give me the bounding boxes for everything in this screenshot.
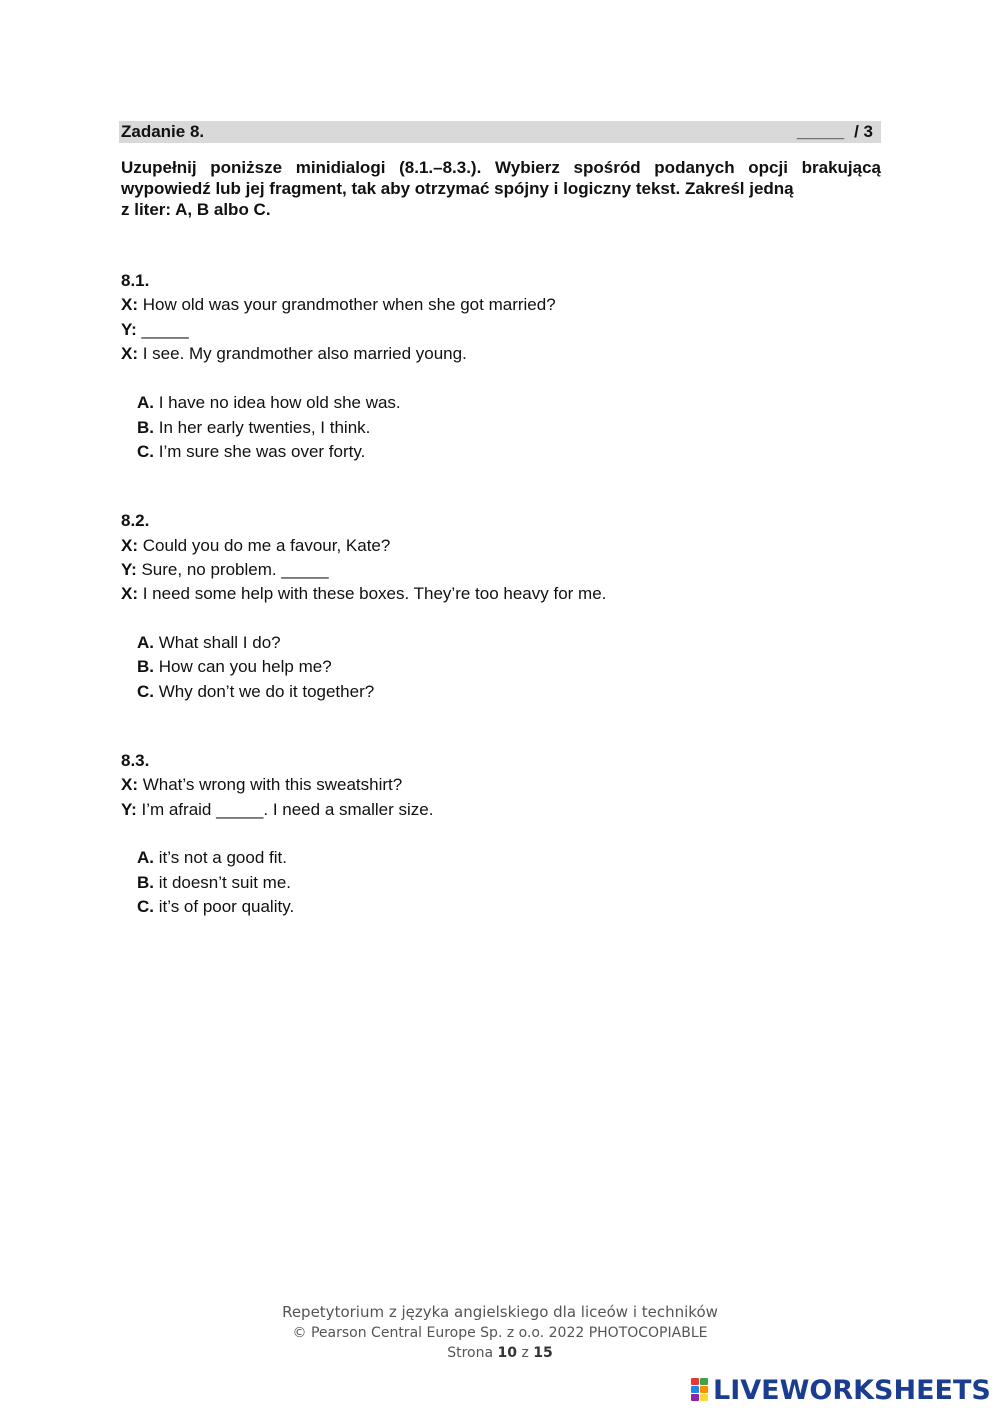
speaker-label: X: — [121, 536, 138, 555]
score-total: / 3 — [854, 122, 873, 141]
option-a[interactable]: A. I have no idea how old she was. — [137, 393, 401, 412]
footer-title: Repetytorium z języka angielskiego dla liceów i techników — [282, 1303, 718, 1321]
footer-copyright: © Pearson Central Europe Sp. z o.o. 2022 PHOTOCOPIABLE — [292, 1325, 708, 1341]
speaker-label: Y: — [121, 320, 137, 339]
dialogue-line: X: I see. My grandmother also married young. — [121, 344, 467, 363]
page-number: Strona 10 z 15 — [447, 1345, 553, 1361]
answer-blank[interactable]: Sure, no problem. _____ — [136, 560, 329, 579]
option-b[interactable]: B. How can you help me? — [137, 657, 332, 676]
liveworksheets-logo-icon — [691, 1378, 709, 1402]
option-a[interactable]: A. What shall I do? — [137, 633, 281, 652]
dialogue-line: X: I need some help with these boxes. They’re too heavy for me. — [121, 584, 607, 603]
speaker-label: X: — [121, 344, 138, 363]
option-c[interactable]: C. Why don’t we do it together? — [137, 682, 375, 701]
dialogue-line: X: How old was your grandmother when she got married? — [121, 295, 556, 314]
option-c[interactable]: C. it’s of poor quality. — [137, 897, 295, 916]
option-c[interactable]: C. I’m sure she was over forty. — [137, 442, 366, 461]
task-header — [119, 121, 881, 143]
option-b[interactable]: B. In her early twenties, I think. — [137, 418, 371, 437]
answer-blank[interactable]: I’m afraid _____. I need a smaller size. — [136, 800, 434, 819]
speaker-label: Y: — [121, 800, 137, 819]
speaker-label: Y: — [121, 560, 137, 579]
dialogue-line — [121, 799, 433, 821]
dialogue-line: X: Could you do me a favour, Kate? — [121, 536, 391, 555]
score-blank[interactable]: _____ — [796, 122, 845, 141]
item-number: 8.1. — [121, 271, 150, 290]
dialogue-line — [121, 319, 189, 341]
item-number: 8.2. — [121, 511, 150, 530]
brand-name: LIVEWORKSHEETS — [713, 1374, 991, 1406]
speaker-label: X: — [121, 295, 138, 314]
item-number: 8.3. — [121, 751, 150, 770]
task-score — [797, 121, 873, 143]
dialogue-line: X: What’s wrong with this sweatshirt? — [121, 775, 403, 794]
task-title: Zadanie 8. — [121, 122, 205, 141]
option-b[interactable]: B. it doesn’t suit me. — [137, 873, 292, 892]
speaker-label: X: — [121, 584, 138, 603]
speaker-label: X: — [121, 775, 138, 794]
dialogue-line — [121, 559, 329, 581]
liveworksheets-brand[interactable] — [691, 1374, 991, 1406]
option-a[interactable]: A. it’s not a good fit. — [137, 848, 287, 867]
answer-blank[interactable]: _____ — [136, 320, 189, 339]
instruction-last-line: z liter: A, B albo C. — [121, 200, 271, 219]
task-instruction — [121, 157, 881, 220]
instruction-text: Uzupełnij poniższe minidialogi (8.1.–8.3.). Wybierz spośród podanych opcji brakującą wypowiedź lub jej fragment, tak aby otrzymać spójny i logiczny tekst. Zakreśl jedną — [121, 158, 881, 198]
